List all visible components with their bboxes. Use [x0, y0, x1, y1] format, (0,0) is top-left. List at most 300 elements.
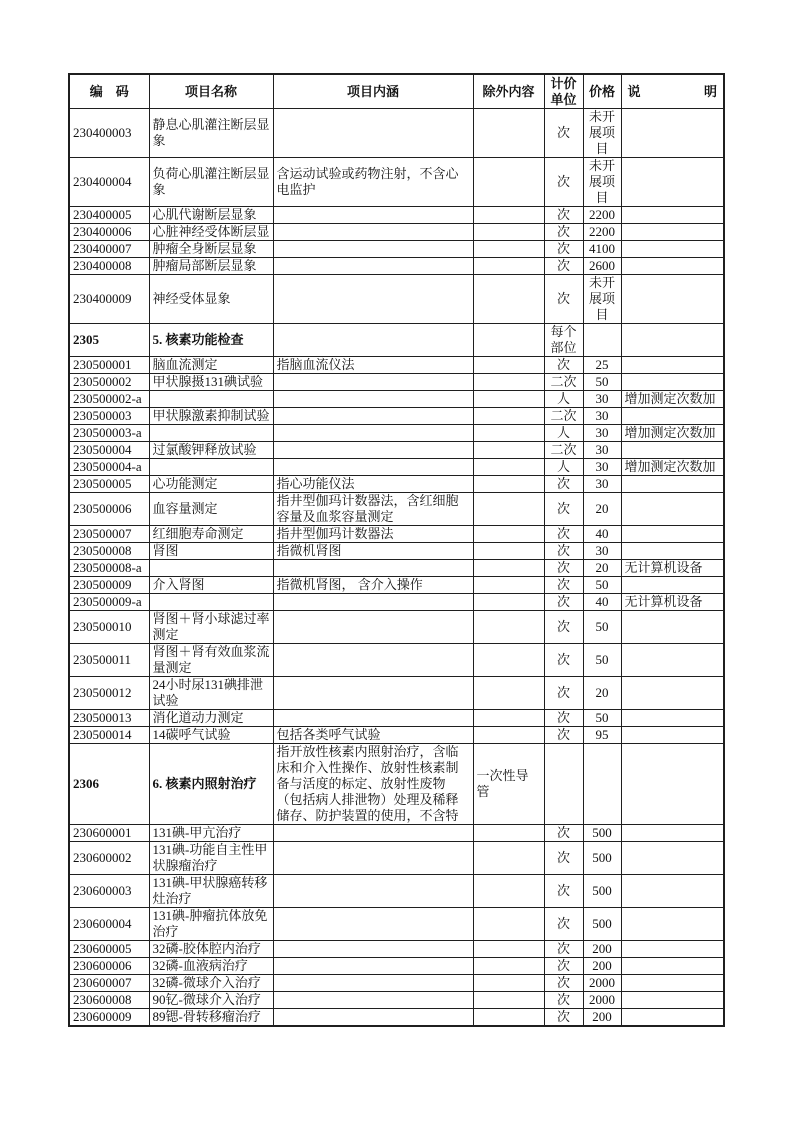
cell-unit: 次 [544, 908, 583, 941]
cell-unit: 次 [544, 357, 583, 374]
cell-note [621, 842, 724, 875]
cell-code: 230400009 [69, 275, 149, 324]
cell-content [273, 842, 473, 875]
cell-unit: 次 [544, 975, 583, 992]
header-name: 项目名称 [149, 74, 273, 109]
cell-code: 2306 [69, 744, 149, 825]
cell-price: 20 [583, 493, 621, 526]
cell-code: 230500004-a [69, 459, 149, 476]
cell-note: 无计算机设备 [621, 594, 724, 611]
cell-unit: 次 [544, 158, 583, 207]
cell-excluded [473, 992, 544, 1009]
table-row [69, 611, 724, 644]
cell-excluded [473, 577, 544, 594]
cell-name: 甲状腺摄131碘试验 [149, 374, 273, 391]
cell-excluded [473, 374, 544, 391]
cell-note [621, 727, 724, 744]
cell-price: 50 [583, 611, 621, 644]
cell-note [621, 493, 724, 526]
cell-code: 230500011 [69, 644, 149, 677]
cell-content: 指开放性核素内照射治疗，含临床和介入性操作、放射性核素制备与活度的标定、放射性废物（包括病人排泄物）处理及稀释储存、防护装置的使用，不含特 [273, 744, 473, 825]
cell-note [621, 908, 724, 941]
cell-excluded [473, 275, 544, 324]
cell-price: 2600 [583, 258, 621, 275]
cell-excluded [473, 1009, 544, 1027]
cell-unit: 次 [544, 476, 583, 493]
cell-price: 30 [583, 459, 621, 476]
cell-note [621, 543, 724, 560]
cell-code: 230600003 [69, 875, 149, 908]
cell-name: 6. 核素内照射治疗 [149, 744, 273, 825]
cell-name: 介入肾图 [149, 577, 273, 594]
cell-price [583, 324, 621, 357]
cell-note: 增加测定次数加 [621, 459, 724, 476]
cell-name: 负荷心肌灌注断层显象 [149, 158, 273, 207]
cell-code: 230500007 [69, 526, 149, 543]
cell-unit: 次 [544, 941, 583, 958]
cell-excluded [473, 459, 544, 476]
cell-name: 肾图 [149, 543, 273, 560]
cell-price: 200 [583, 941, 621, 958]
cell-name: 131碘-甲亢治疗 [149, 825, 273, 842]
table-row [69, 258, 724, 275]
cell-note [621, 1009, 724, 1027]
cell-code: 230500012 [69, 677, 149, 710]
cell-code: 230500009 [69, 577, 149, 594]
cell-code: 230500010 [69, 611, 149, 644]
table-row [69, 875, 724, 908]
cell-name: 131碘-功能自主性甲状腺瘤治疗 [149, 842, 273, 875]
cell-code: 230600006 [69, 958, 149, 975]
cell-excluded [473, 875, 544, 908]
table-row [69, 958, 724, 975]
cell-content: 指心功能仪法 [273, 476, 473, 493]
cell-content [273, 941, 473, 958]
cell-code: 230600005 [69, 941, 149, 958]
cell-price: 30 [583, 476, 621, 493]
cell-code: 230500008-a [69, 560, 149, 577]
cell-unit: 次 [544, 577, 583, 594]
cell-note: 增加测定次数加 [621, 425, 724, 442]
cell-unit: 次 [544, 611, 583, 644]
cell-unit: 次 [544, 526, 583, 543]
cell-price: 2200 [583, 207, 621, 224]
table-row [69, 825, 724, 842]
cell-note [621, 258, 724, 275]
cell-code: 230500009-a [69, 594, 149, 611]
cell-code: 230400004 [69, 158, 149, 207]
cell-name: 14碳呼气试验 [149, 727, 273, 744]
cell-note [621, 158, 724, 207]
cell-excluded [473, 408, 544, 425]
cell-name: 肿瘤全身断层显象 [149, 241, 273, 258]
cell-name: 32磷-血液病治疗 [149, 958, 273, 975]
cell-name: 肿瘤局部断层显象 [149, 258, 273, 275]
cell-excluded [473, 476, 544, 493]
cell-excluded [473, 560, 544, 577]
cell-price: 30 [583, 425, 621, 442]
cell-excluded [473, 526, 544, 543]
cell-code: 230600009 [69, 1009, 149, 1027]
table-row [69, 459, 724, 476]
cell-price: 未开展项目 [583, 158, 621, 207]
cell-unit: 次 [544, 207, 583, 224]
cell-note [621, 958, 724, 975]
header-unit: 计价单位 [544, 74, 583, 109]
cell-code: 230500004 [69, 442, 149, 459]
table-row [69, 493, 724, 526]
table-row [69, 677, 724, 710]
cell-code: 2305 [69, 324, 149, 357]
table-row [69, 357, 724, 374]
cell-price: 4100 [583, 241, 621, 258]
cell-name [149, 391, 273, 408]
cell-name: 血容量测定 [149, 493, 273, 526]
header-price: 价格 [583, 74, 621, 109]
cell-price: 30 [583, 391, 621, 408]
cell-price: 20 [583, 677, 621, 710]
table-row [69, 391, 724, 408]
cell-content [273, 611, 473, 644]
cell-unit: 次 [544, 109, 583, 158]
cell-note [621, 275, 724, 324]
cell-code: 230500006 [69, 493, 149, 526]
cell-price: 95 [583, 727, 621, 744]
cell-content [273, 324, 473, 357]
cell-content [273, 677, 473, 710]
cell-unit: 次 [544, 241, 583, 258]
cell-name: 心脏神经受体断层显 [149, 224, 273, 241]
cell-note [621, 109, 724, 158]
cell-excluded [473, 224, 544, 241]
cell-excluded [473, 908, 544, 941]
cell-name: 甲状腺激素抑制试验 [149, 408, 273, 425]
cell-name: 红细胞寿命测定 [149, 526, 273, 543]
cell-content: 指井型伽玛计数器法，含红细胞容量及血浆容量测定 [273, 493, 473, 526]
cell-name: 过氯酸钾释放试验 [149, 442, 273, 459]
cell-name: 90钇-微球介入治疗 [149, 992, 273, 1009]
cell-unit: 次 [544, 875, 583, 908]
cell-unit: 次 [544, 224, 583, 241]
cell-note [621, 408, 724, 425]
cell-note [621, 975, 724, 992]
cell-note [621, 825, 724, 842]
cell-note [621, 357, 724, 374]
header-row [69, 74, 724, 109]
cell-content [273, 594, 473, 611]
cell-excluded [473, 644, 544, 677]
cell-unit: 二次 [544, 374, 583, 391]
cell-name: 32磷-微球介入治疗 [149, 975, 273, 992]
cell-unit: 次 [544, 992, 583, 1009]
cell-price: 30 [583, 543, 621, 560]
cell-unit: 二次 [544, 408, 583, 425]
cell-price: 2200 [583, 224, 621, 241]
cell-content [273, 825, 473, 842]
cell-name: 消化道动力测定 [149, 710, 273, 727]
table-row [69, 710, 724, 727]
table-row [69, 644, 724, 677]
cell-code: 230600008 [69, 992, 149, 1009]
cell-excluded [473, 425, 544, 442]
cell-code: 230600007 [69, 975, 149, 992]
cell-name [149, 425, 273, 442]
cell-code: 230500002 [69, 374, 149, 391]
cell-note [621, 941, 724, 958]
cell-price: 500 [583, 908, 621, 941]
cell-excluded [473, 357, 544, 374]
cell-price: 500 [583, 875, 621, 908]
cell-excluded [473, 958, 544, 975]
cell-note: 增加测定次数加 [621, 391, 724, 408]
table-row [69, 560, 724, 577]
cell-note [621, 241, 724, 258]
cell-content [273, 258, 473, 275]
table-row [69, 224, 724, 241]
cell-content [273, 224, 473, 241]
cell-unit: 次 [544, 594, 583, 611]
table-header [69, 74, 724, 109]
cell-unit: 次 [544, 677, 583, 710]
cell-price: 50 [583, 577, 621, 594]
cell-content [273, 109, 473, 158]
cell-excluded [473, 442, 544, 459]
cell-content: 指微机肾图 [273, 543, 473, 560]
cell-name: 24小时尿131碘排泄试验 [149, 677, 273, 710]
cell-unit: 次 [544, 560, 583, 577]
cell-excluded [473, 493, 544, 526]
table-row [69, 992, 724, 1009]
cell-excluded [473, 677, 544, 710]
cell-name [149, 594, 273, 611]
cell-code: 230400006 [69, 224, 149, 241]
cell-excluded [473, 941, 544, 958]
cell-unit: 次 [544, 710, 583, 727]
table-row [69, 207, 724, 224]
cell-code: 230400003 [69, 109, 149, 158]
cell-excluded [473, 207, 544, 224]
cell-name [149, 560, 273, 577]
table-row [69, 543, 724, 560]
cell-excluded [473, 543, 544, 560]
cell-content: 包括各类呼气试验 [273, 727, 473, 744]
cell-content [273, 374, 473, 391]
cell-note [621, 324, 724, 357]
cell-price: 25 [583, 357, 621, 374]
cell-name: 131碘-肿瘤抗体放免治疗 [149, 908, 273, 941]
table-row [69, 275, 724, 324]
cell-unit: 次 [544, 842, 583, 875]
cell-price: 40 [583, 526, 621, 543]
cell-name: 131碘-甲状腺癌转移灶治疗 [149, 875, 273, 908]
cell-excluded [473, 109, 544, 158]
cell-note [621, 476, 724, 493]
cell-code: 230600002 [69, 842, 149, 875]
cell-code: 230400007 [69, 241, 149, 258]
table-row [69, 1009, 724, 1027]
cell-name: 心功能测定 [149, 476, 273, 493]
cell-code: 230600001 [69, 825, 149, 842]
cell-price: 30 [583, 408, 621, 425]
table-row [69, 975, 724, 992]
table-row [69, 577, 724, 594]
cell-note [621, 442, 724, 459]
cell-note [621, 875, 724, 908]
header-note: 说 明 [621, 74, 724, 109]
table-row [69, 941, 724, 958]
cell-name: 脑血流测定 [149, 357, 273, 374]
cell-excluded [473, 710, 544, 727]
cell-price: 未开展项目 [583, 109, 621, 158]
cell-name: 89锶-骨转移瘤治疗 [149, 1009, 273, 1027]
cell-excluded [473, 594, 544, 611]
cell-price: 30 [583, 442, 621, 459]
cell-price: 500 [583, 842, 621, 875]
cell-content [273, 710, 473, 727]
cell-excluded [473, 158, 544, 207]
cell-content [273, 875, 473, 908]
cell-name: 肾图＋肾有效血浆流量测定 [149, 644, 273, 677]
cell-unit: 人 [544, 459, 583, 476]
cell-unit [544, 744, 583, 825]
cell-price: 500 [583, 825, 621, 842]
table-row [69, 158, 724, 207]
cell-unit: 次 [544, 543, 583, 560]
cell-note [621, 374, 724, 391]
header-content: 项目内涵 [273, 74, 473, 109]
cell-price: 50 [583, 710, 621, 727]
cell-excluded [473, 975, 544, 992]
cell-unit: 次 [544, 1009, 583, 1027]
cell-name: 5. 核素功能检查 [149, 324, 273, 357]
cell-content: 含运动试验或药物注射，不含心电监护 [273, 158, 473, 207]
cell-unit: 人 [544, 425, 583, 442]
cell-code: 230400008 [69, 258, 149, 275]
table-row [69, 109, 724, 158]
cell-code: 230600004 [69, 908, 149, 941]
cell-content [273, 459, 473, 476]
table-row [69, 442, 724, 459]
cell-unit: 次 [544, 958, 583, 975]
cell-content [273, 408, 473, 425]
cell-code: 230500003 [69, 408, 149, 425]
cell-price: 40 [583, 594, 621, 611]
cell-code: 230500013 [69, 710, 149, 727]
cell-price: 未开展项目 [583, 275, 621, 324]
table-row [69, 842, 724, 875]
cell-price: 20 [583, 560, 621, 577]
cell-note [621, 577, 724, 594]
cell-code: 230500002-a [69, 391, 149, 408]
cell-name: 心肌代谢断层显象 [149, 207, 273, 224]
cell-content [273, 1009, 473, 1027]
cell-content [273, 958, 473, 975]
cell-price: 50 [583, 374, 621, 391]
table-row [69, 425, 724, 442]
cell-name: 32磷-胶体腔内治疗 [149, 941, 273, 958]
table-row [69, 241, 724, 258]
cell-excluded [473, 611, 544, 644]
section-row [69, 324, 724, 357]
cell-unit: 次 [544, 493, 583, 526]
cell-note [621, 710, 724, 727]
cell-note: 无计算机设备 [621, 560, 724, 577]
table-body [69, 109, 724, 1027]
cell-price: 50 [583, 644, 621, 677]
cell-unit: 次 [544, 727, 583, 744]
cell-content [273, 275, 473, 324]
cell-excluded [473, 258, 544, 275]
cell-content [273, 207, 473, 224]
cell-excluded [473, 842, 544, 875]
cell-name [149, 459, 273, 476]
table-row [69, 476, 724, 493]
cell-content [273, 391, 473, 408]
cell-code: 230500003-a [69, 425, 149, 442]
cell-code: 230500001 [69, 357, 149, 374]
cell-excluded [473, 241, 544, 258]
cell-content [273, 560, 473, 577]
cell-content: 指脑血流仪法 [273, 357, 473, 374]
cell-price [583, 744, 621, 825]
cell-note [621, 207, 724, 224]
cell-price: 2000 [583, 975, 621, 992]
cell-code: 230500005 [69, 476, 149, 493]
cell-note [621, 992, 724, 1009]
table-row [69, 908, 724, 941]
cell-content [273, 425, 473, 442]
cell-content [273, 442, 473, 459]
cell-excluded [473, 727, 544, 744]
table-row [69, 594, 724, 611]
cell-note [621, 644, 724, 677]
cell-name: 静息心肌灌注断层显象 [149, 109, 273, 158]
cell-code: 230400005 [69, 207, 149, 224]
cell-excluded [473, 825, 544, 842]
cell-content [273, 241, 473, 258]
cell-unit: 次 [544, 258, 583, 275]
table-row [69, 526, 724, 543]
cell-code: 230500008 [69, 543, 149, 560]
cell-content: 指井型伽玛计数器法 [273, 526, 473, 543]
cell-content [273, 908, 473, 941]
section-row [69, 744, 724, 825]
header-excluded: 除外内容 [473, 74, 544, 109]
table-row [69, 727, 724, 744]
cell-excluded [473, 391, 544, 408]
cell-unit: 每个部位 [544, 324, 583, 357]
cell-note [621, 224, 724, 241]
cell-content: 指微机肾图， 含介入操作 [273, 577, 473, 594]
header-code: 编 码 [69, 74, 149, 109]
price-list-table [68, 73, 725, 1027]
table-row [69, 408, 724, 425]
cell-unit: 次 [544, 825, 583, 842]
cell-name: 肾图＋肾小球滤过率测定 [149, 611, 273, 644]
cell-unit: 人 [544, 391, 583, 408]
cell-excluded [473, 324, 544, 357]
cell-unit: 二次 [544, 442, 583, 459]
cell-unit: 次 [544, 275, 583, 324]
cell-unit: 次 [544, 644, 583, 677]
cell-excluded: 一次性导管 [473, 744, 544, 825]
cell-note [621, 744, 724, 825]
cell-price: 200 [583, 958, 621, 975]
cell-note [621, 526, 724, 543]
cell-price: 200 [583, 1009, 621, 1027]
table-row [69, 374, 724, 391]
cell-code: 230500014 [69, 727, 149, 744]
